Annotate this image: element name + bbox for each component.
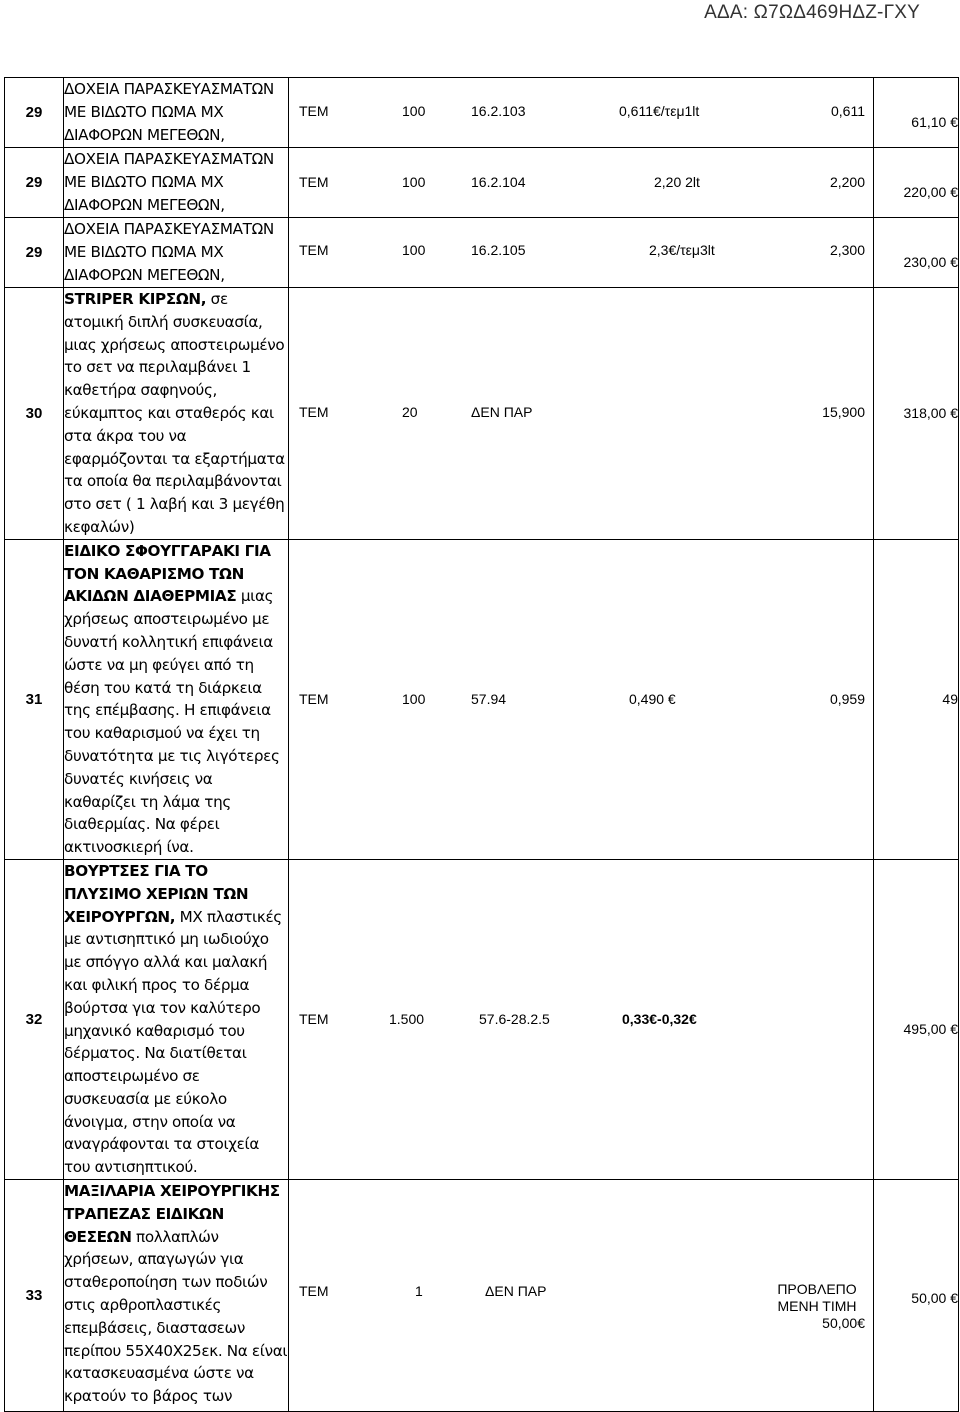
desc-line: ΔΙΑΦΟΡΩΝ ΜΕΓΕΘΩΝ,: [64, 125, 225, 144]
desc-text: σε ατομική διπλή συσκευασία, μιας χρήσεως αποστειρωμένο το σετ να περιλαμβάνει 1 καθετήρα σαφηνούς, εύκαμπτος και σταθερός και στα άκρα του να εφαρμόζονται τα εξαρτήματα τα οποία θα περιλαμβάνονται στο σετ ( 1 λαβή και 3 μεγέθη κεφαλών): [64, 290, 285, 536]
desc-line: ΔΙΑΦΟΡΩΝ ΜΕΓΕΘΩΝ,: [64, 265, 225, 284]
desc-title: ΜΑΞΙΛΑΡΙΑ ΧΕΙΡΟΥΡΓΙΚΗΣ ΤΡΑΠΕΖΑΣ ΕΙΔΙΚΩΝ ΘΕΣΕΩΝ: [64, 1182, 280, 1246]
row-number: 29: [5, 218, 64, 288]
item-description: [64, 288, 289, 540]
table-row: [5, 539, 959, 859]
unit: ΤΕΜ: [299, 1283, 329, 1300]
price-with-vat: 15,900: [822, 404, 865, 421]
item-description: [64, 1180, 289, 1412]
price-with-vat: 0,611: [831, 103, 865, 119]
total: 495,00 €: [874, 859, 959, 1179]
desc-title: STRIPER ΚΙΡΣΩΝ,: [64, 290, 207, 308]
note-line: 50,00€: [822, 1315, 865, 1332]
unit: ΤΕΜ: [299, 103, 329, 119]
quantity: 1: [415, 1283, 423, 1300]
price-with-vat: 0,959: [829, 691, 865, 708]
desc-text: ΜΧ πλαστικές με αντισηπτικό μη ιωδιούχο με σπόγγο αλλά και μαλακή και φιλική προς το δέρμα βούρτσα για τον καλύτερο μηχανικό καθαρισμό του δέρματος. Να διατίθεται αποστειρωμένο σε συσκευασία με εύκολο άνοιγμα, στην οποία να αναγράφονται τα στοιχεία του αντισηπτικού.: [64, 907, 282, 1177]
table-row: [5, 859, 959, 1179]
item-data: [289, 78, 874, 148]
quantity: 20: [402, 404, 418, 421]
item-data: [289, 148, 874, 218]
unit-price: 0,611€/τεμ1lt: [619, 103, 700, 119]
row-number: 30: [5, 288, 64, 540]
code: 16.2.104: [471, 174, 526, 190]
code: 57.94: [471, 691, 507, 708]
unit: ΤΕΜ: [299, 691, 329, 708]
quantity: 100: [402, 174, 426, 190]
item-data: [289, 288, 874, 540]
unit-price: 2,20 2lt: [654, 174, 700, 190]
total: 230,00 €: [874, 218, 959, 288]
price-with-vat: 2,200: [829, 174, 865, 190]
unit: ΤΕΜ: [299, 242, 329, 258]
unit: ΤΕΜ: [299, 404, 329, 421]
desc-line: ΔΟΧΕΙΑ ΠΑΡΑΣΚΕΥΑΣΜΑΤΩΝ: [64, 220, 274, 239]
row-number: 29: [5, 78, 64, 148]
desc-text: πολλαπλών χρήσεων, απαγωγών για σταθεροποίηση των ποδιών στις αρθροπλαστικές επεμβάσεις, διαστασεων περίπου 55Χ40Χ25εκ. Να είναι κατασκευασμένα ώστε να κρατούν το βάρος των: [64, 1227, 288, 1406]
unit-price: 0,33€-0,32€: [622, 1011, 697, 1027]
desc-line: ΜΕ ΒΙΔΩΤΟ ΠΩΜΑ ΜΧ: [64, 173, 224, 192]
item-data: [289, 1180, 874, 1412]
desc-title: ΕΙΔΙΚΟ ΣΦΟΥΓΓΑΡΑΚΙ ΓΙΑ ΤΟΝ ΚΑΘΑΡΙΣΜΟ ΤΩΝ ΑΚΙΔΩΝ ΔΙΑΘΕΡΜΙΑΣ: [64, 541, 271, 606]
quantity: 100: [402, 103, 426, 119]
table-row: [5, 78, 959, 148]
desc-title: ΒΟΥΡΤΣΕΣ ΓΙΑ ΤΟ ΠΛΥΣΙΜΟ ΧΕΡΙΩΝ ΤΩΝ ΧΕΙΡΟΥΡΓΩΝ,: [64, 861, 249, 926]
total: 61,10 €: [874, 78, 959, 148]
total: 220,00 €: [874, 148, 959, 218]
item-description: [64, 78, 289, 148]
note-line: ΜΕΝΗ ΤΙΜΗ: [777, 1298, 857, 1315]
row-number: 32: [5, 859, 64, 1179]
quantity: 100: [402, 242, 426, 258]
item-description: [64, 148, 289, 218]
row-number: 33: [5, 1180, 64, 1412]
table-row: [5, 288, 959, 540]
total: 50,00 €: [874, 1180, 959, 1412]
item-description: [64, 859, 289, 1179]
item-data: [289, 859, 874, 1179]
price-note: [761, 1281, 873, 1332]
desc-line: ΜΕ ΒΙΔΩΤΟ ΠΩΜΑ ΜΧ: [64, 103, 224, 122]
table-row: [5, 218, 959, 288]
row-number: 29: [5, 148, 64, 218]
code: 16.2.103: [471, 103, 526, 119]
unit: ΤΕΜ: [299, 174, 329, 190]
item-description: [64, 539, 289, 859]
row-number: 31: [5, 539, 64, 859]
desc-line: ΔΟΧΕΙΑ ΠΑΡΑΣΚΕΥΑΣΜΑΤΩΝ: [64, 150, 274, 169]
desc-line: ΜΕ ΒΙΔΩΤΟ ΠΩΜΑ ΜΧ: [64, 243, 224, 262]
table-row: [5, 1180, 959, 1412]
desc-line: ΔΟΧΕΙΑ ΠΑΡΑΣΚΕΥΑΣΜΑΤΩΝ: [64, 80, 274, 99]
total: 318,00 €: [874, 288, 959, 540]
unit: ΤΕΜ: [299, 1011, 329, 1027]
code: 16.2.105: [471, 242, 526, 258]
item-data: [289, 218, 874, 288]
total: 49: [874, 539, 959, 859]
ada-header: ΑΔΑ: Ω7ΩΔ469ΗΔΖ-ΓΧΥ: [704, 2, 920, 23]
item-data: [289, 539, 874, 859]
desc-line: ΔΙΑΦΟΡΩΝ ΜΕΓΕΘΩΝ,: [64, 195, 225, 214]
unit-price: 2,3€/τεμ3lt: [649, 242, 715, 258]
desc-text: μιας χρήσεως αποστειρωμένο με δυνατή κολλητική επιφάνεια ώστε να μη φεύγει από τη θέση του κατά τη διάρκεια της επέμβασης. Η επιφάνεια του καθαρισμού να έχει τη δυνατότητα με τις λιγότερες δυνατές κινήσεις να καθαρίζει τη λάμα της διαθερμίας. Να φέρει ακτινοσκιερή ίνα.: [64, 587, 280, 857]
quantity: 1.500: [389, 1011, 425, 1027]
code: 57.6-28.2.5: [479, 1011, 550, 1027]
code: ΔΕΝ ΠΑΡ: [485, 1283, 547, 1300]
price-with-vat: 2,300: [829, 242, 865, 258]
item-description: [64, 218, 289, 288]
code: ΔΕΝ ΠΑΡ: [471, 404, 533, 421]
items-table: [4, 77, 959, 1412]
note-line: ΠΡΟΒΛΕΠΟ: [777, 1281, 857, 1298]
quantity: 100: [402, 691, 426, 708]
table-row: [5, 148, 959, 218]
unit-price: 0,490 €: [629, 691, 676, 708]
